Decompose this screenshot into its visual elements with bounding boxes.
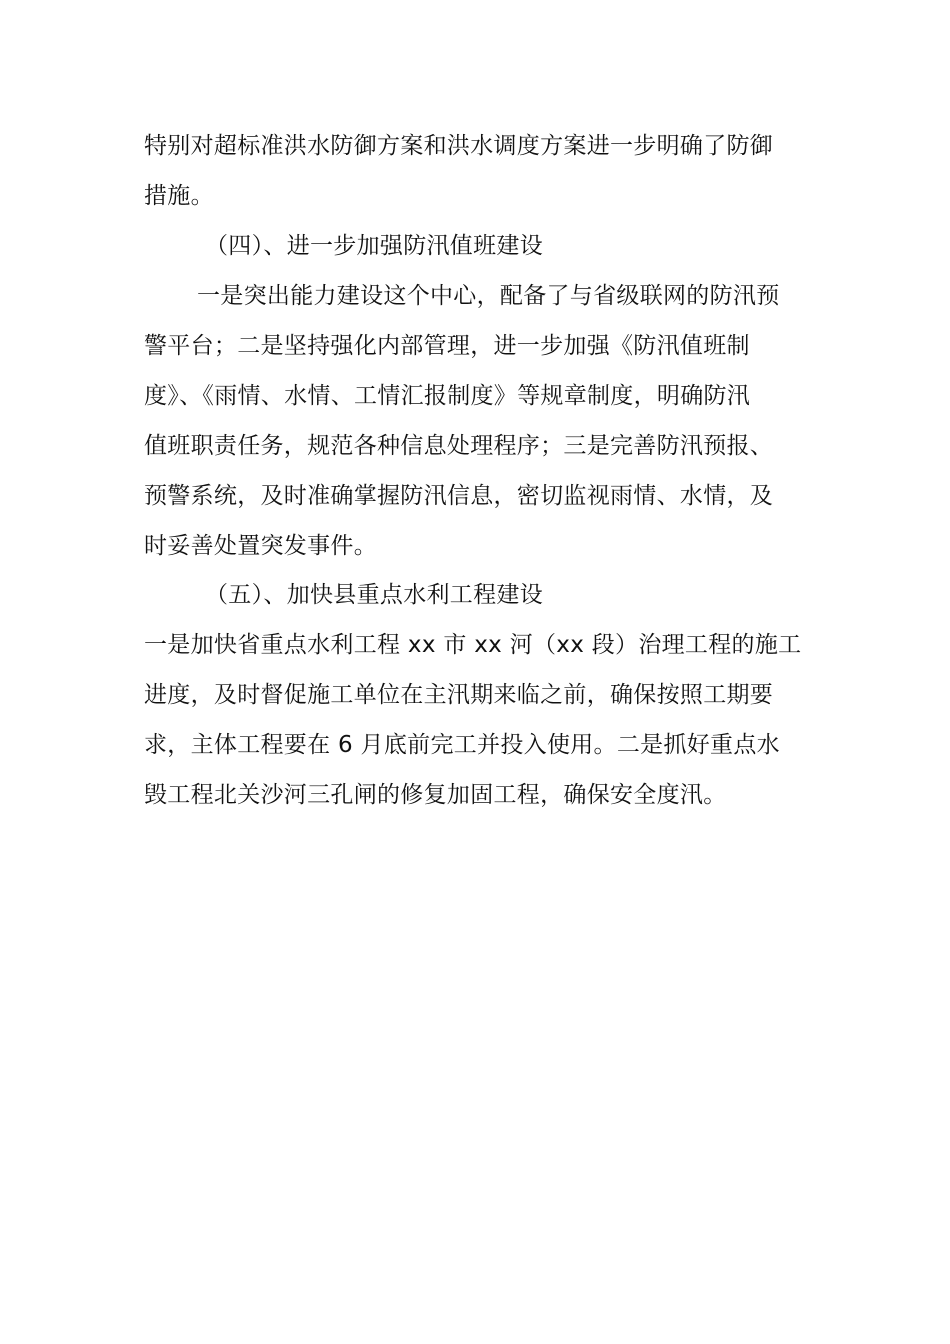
paragraph-line: 预警系统，及时准确掌握防汛信息，密切监视雨情、水情，及 bbox=[144, 483, 774, 509]
paragraph-line: 时妥善处置突发事件。 bbox=[144, 533, 377, 559]
paragraph-line: 求，主体工程要在 6 月底前完工并投入使用。二是抓好重点水 bbox=[144, 732, 780, 758]
paragraph-line: 特别对超标准洪水防御方案和洪水调度方案进一步明确了防御 bbox=[144, 133, 774, 159]
paragraph-line: 措施。 bbox=[144, 183, 214, 209]
paragraph-line: 值班职责任务，规范各种信息处理程序；三是完善防汛预报、 bbox=[144, 433, 774, 459]
paragraph-line: 毁工程北关沙河三孔闸的修复加固工程，确保安全度汛。 bbox=[144, 782, 727, 808]
paragraph-line: 一是突出能力建设这个中心，配备了与省级联网的防汛预 bbox=[197, 283, 780, 309]
paragraph-line: 警平台；二是坚持强化内部管理，进一步加强《防汛值班制 bbox=[144, 333, 750, 359]
paragraph-line: 一是加快省重点水利工程 xx 市 xx 河（xx 段）治理工程的施工 bbox=[144, 632, 802, 658]
section-heading: （四）、进一步加强防汛值班建设 bbox=[205, 233, 543, 259]
paragraph-line: 度》、《雨情、水情、工情汇报制度》等规章制度，明确防汛 bbox=[144, 383, 751, 409]
paragraph-line: 进度，及时督促施工单位在主汛期来临之前，确保按照工期要 bbox=[144, 682, 774, 708]
section-heading: （五）、加快县重点水利工程建设 bbox=[205, 582, 543, 608]
